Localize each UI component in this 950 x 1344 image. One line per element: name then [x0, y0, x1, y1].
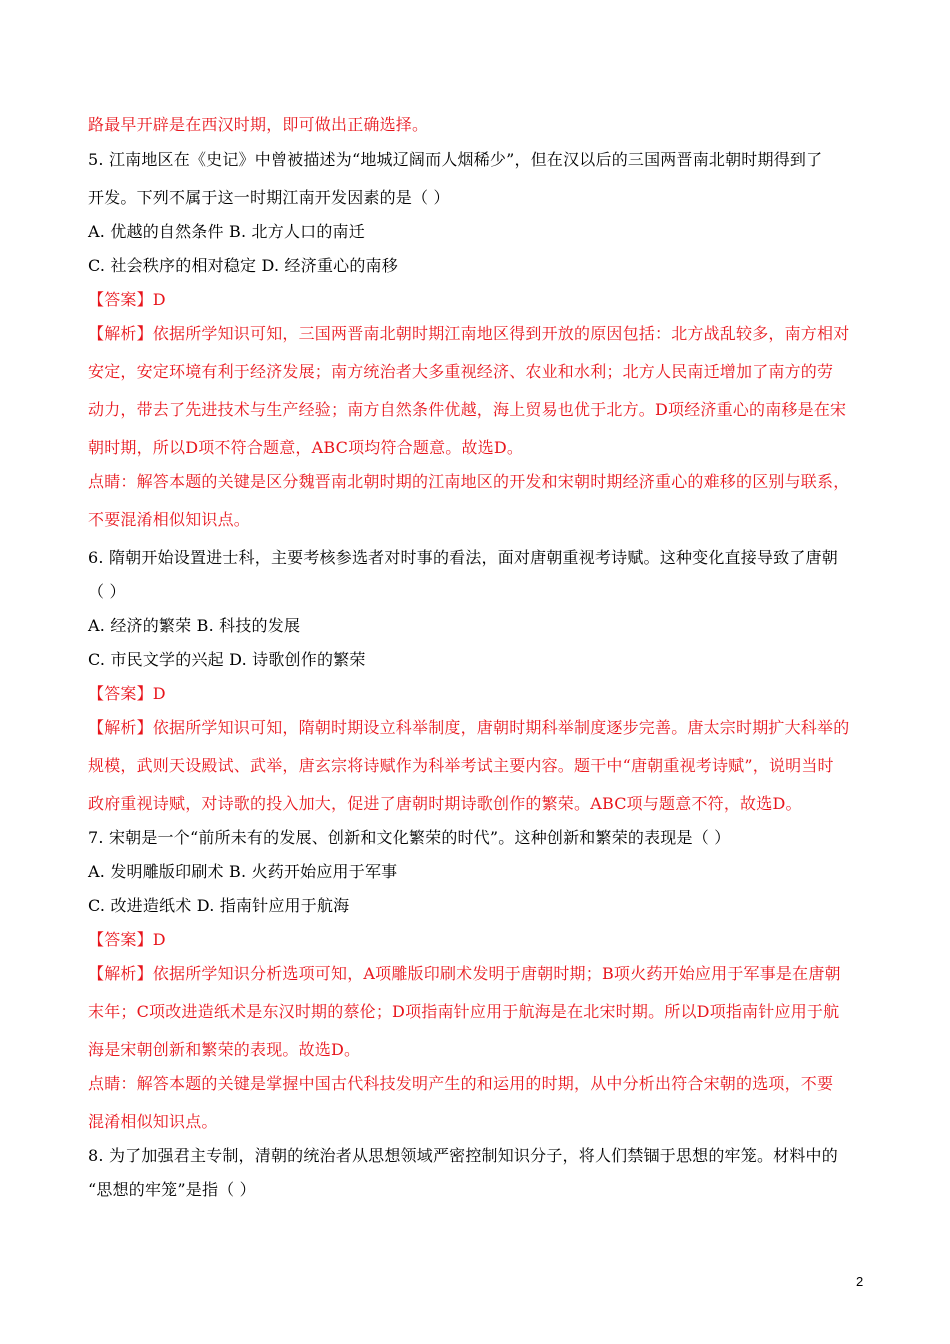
text-line: 点睛：解答本题的关键是掌握中国古代科技发明产生的和运用的时期，从中分析出符合宋朝的选项，不要	[88, 1074, 834, 1093]
text-line: C. 改进造纸术 D. 指南针应用于航海	[88, 896, 350, 915]
text-line: 【解析】依据所学知识可知，三国两晋南北朝时期江南地区得到开放的原因包括：北方战乱较多，南方相对	[88, 324, 850, 343]
text-line: 混淆相似知识点。	[88, 1112, 218, 1131]
page-number: 2	[856, 1274, 864, 1289]
text-line: 末年；C项改进造纸术是东汉时期的蔡伦；D项指南针应用于航海是在北宋时期。所以D项指南针应用于航	[88, 1002, 840, 1021]
text-line: C. 社会秩序的相对稳定 D. 经济重心的南移	[88, 256, 398, 275]
text-line: 【解析】依据所学知识分析选项可知，A项雕版印刷术发明于唐朝时期；B项火药开始应用于军事是在唐朝	[88, 964, 841, 983]
text-line: 规模，武则天设殿试、武举，唐玄宗将诗赋作为科举考试主要内容。题干中“唐朝重视考诗赋”，说明当时	[88, 756, 834, 775]
text-line: 【答案】D	[88, 930, 166, 949]
text-line: （ ）	[88, 582, 126, 601]
text-line: 点睛：解答本题的关键是区分魏晋南北朝时期的江南地区的开发和宋朝时期经济重心的难移的区别与联系，	[88, 472, 850, 491]
text-line: 不要混淆相似知识点。	[88, 510, 251, 529]
text-line: 开发。下列不属于这一时期江南开发因素的是（ ）	[88, 188, 450, 207]
text-line: 路最早开辟是在西汉时期，即可做出正确选择。	[88, 115, 429, 134]
text-line: 动力，带去了先进技术与生产经验；南方自然条件优越，海上贸易也优于北方。D项经济重心的南移是在宋	[88, 400, 847, 419]
text-line: 8. 为了加强君主专制，清朝的统治者从思想领域严密控制知识分子，将人们禁锢于思想的牢笼。材料中的	[88, 1146, 838, 1165]
text-line: A. 发明雕版印刷术 B. 火药开始应用于军事	[88, 862, 398, 881]
text-line: 5. 江南地区在《史记》中曾被描述为“地城辽阔而人烟稀少”，但在汉以后的三国两晋南北朝时期得到了	[88, 150, 823, 169]
text-line: 7. 宋朝是一个“前所未有的发展、创新和文化繁荣的时代”。这种创新和繁荣的表现是（ ）	[88, 828, 731, 847]
text-line: 朝时期，所以D项不符合题意，ABC项均符合题意。故选D。	[88, 438, 524, 457]
text-line: 【答案】D	[88, 684, 166, 703]
text-line: 【解析】依据所学知识可知，隋朝时期设立科举制度，唐朝时期科举制度逐步完善。唐太宗时期扩大科举的	[88, 718, 850, 737]
text-line: 安定，安定环境有利于经济发展；南方统治者大多重视经济、农业和水利；北方人民南迁增加了南方的劳	[88, 362, 834, 381]
text-line: 【答案】D	[88, 290, 166, 309]
text-line: “思想的牢笼”是指（ ）	[88, 1180, 256, 1199]
text-line: 6. 隋朝开始设置进士科，主要考核参选者对时事的看法，面对唐朝重视考诗赋。这种变化直接导致了唐朝	[88, 548, 838, 567]
text-line: 海是宋朝创新和繁荣的表现。故选D。	[88, 1040, 361, 1059]
text-line: A. 经济的繁荣 B. 科技的发展	[88, 616, 301, 635]
text-line: A. 优越的自然条件 B. 北方人口的南迁	[88, 222, 365, 241]
text-line: 政府重视诗赋，对诗歌的投入加大，促进了唐朝时期诗歌创作的繁荣。ABC项与题意不符，故选D。	[88, 794, 802, 813]
text-line: C. 市民文学的兴起 D. 诗歌创作的繁荣	[88, 650, 366, 669]
